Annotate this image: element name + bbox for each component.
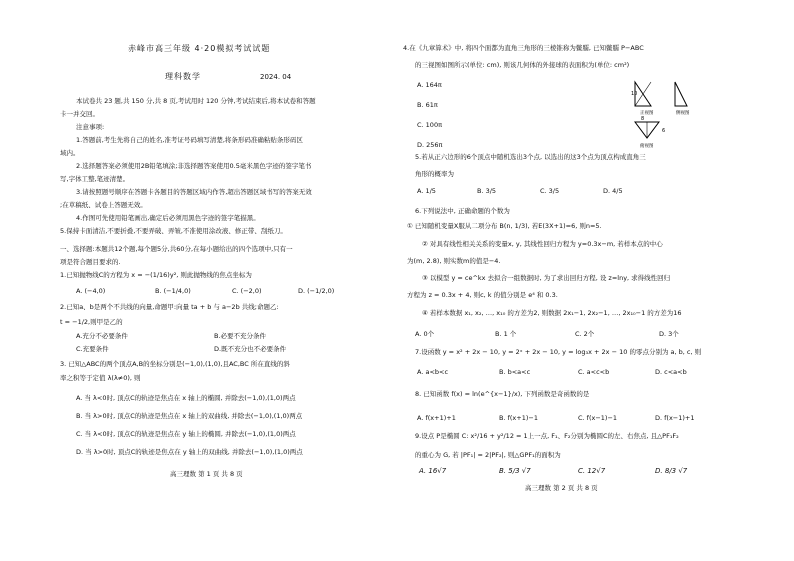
question-2-option-b: B.必要不充分条件: [214, 332, 267, 340]
question-3-option-d: D. 当 λ>0时, 顶点C的轨迹是焦点在 y 轴上的双曲线, 并除去(−1,0),(1,0)两点: [76, 448, 303, 456]
question-7-option-a: A. a<b<c: [417, 368, 449, 376]
question-9-option-b: B. 5/3 √7: [499, 467, 531, 475]
question-6-option-b: B. 1 个: [495, 330, 517, 338]
question-4-option-d: D. 256π: [417, 141, 443, 149]
question-7-option-b: B. b<a<c: [499, 368, 531, 376]
question-4-option-a: A. 164π: [417, 81, 442, 89]
question-9-option-c: C. 12√7: [578, 467, 606, 475]
page-footer-right: 高三理数 第 2 页 共 8 页: [525, 484, 598, 492]
question-5-option-c: C. 3/5: [540, 187, 560, 195]
question-6-option-d: D. 3个: [659, 330, 679, 338]
question-5-stem: 5.若从正六边形的6个顶点中随机选出3个点, 以选出的这3个点为顶点构成直角三: [415, 153, 646, 161]
question-8-option-d: D. f(x−1)+1: [655, 414, 695, 422]
right-page: [397, 0, 794, 561]
exam-date: 2024. 04: [260, 73, 292, 81]
question-7-stem: 7.设函数 y = x² + 2x − 10, y = 2ˣ + 2x − 10, y = log₃x + 2x − 10 的零点分别为 a, b, c, 则: [415, 348, 702, 356]
subject-label: 理科数学: [165, 72, 201, 81]
question-5-option-b: B. 3/5: [477, 187, 497, 195]
view-label: 俯视图: [640, 144, 654, 149]
view-label: 正视图: [640, 111, 654, 116]
exam-title: 赤峰市高三年级 4·20模拟考试试题: [128, 44, 271, 53]
question-6-item: ④ 若样本数据 x₁, x₂, …, x₁₀ 的方差为2, 则数据 2x₁−1, 2x₂−1, …, 2x₁₀−1 的方差为16: [422, 309, 682, 317]
intro-line: 卡一并交回。: [60, 110, 99, 118]
question-2-stem: 2.已知a、b是两个不共线的向量,命题甲:向量 ta + b 与 a−2b 共线;命题乙:: [60, 303, 279, 311]
question-1-option-a: A. (−4,0): [76, 287, 106, 295]
question-6-item: 为(m, 2.8), 则实数m的值是−4.: [407, 257, 501, 265]
intro-line: 本试卷共 23 题,共 150 分,共 8 页,考试用时 120 分钟,考试结束后,将本试卷和答题: [76, 97, 316, 105]
question-7-option-c: C. a<c<b: [578, 368, 610, 376]
question-9-option-a: A. 16√7: [419, 467, 447, 475]
question-8-option-a: A. f(x+1)+1: [417, 414, 456, 422]
question-4-option-b: B. 61π: [417, 101, 438, 109]
question-3-option-c: C. 当 λ<0时, 顶点C的轨迹是焦点在 y 轴上的椭圆, 并除去(−1,0),(1,0)两点: [76, 430, 296, 438]
question-6-item: ① 已知随机变量X服从二项分布 B(n, 1/3), 若E(3X+1)=6, 则n=5.: [407, 222, 602, 230]
question-9-stem: 的重心为 G, 若 |PF₁| = 2|PF₂|, 则△GPF₁的面积为: [415, 451, 561, 459]
intro-line: 域内。: [60, 149, 80, 157]
question-1-option-d: D. (−1/2,0): [298, 287, 335, 295]
question-9-option-d: D. 8/3 √7: [655, 467, 688, 475]
question-2-stem: t = −1/2,则甲是乙的: [60, 318, 123, 326]
intro-line: 写,字体工整,笔迹清楚。: [60, 175, 130, 183]
question-5-stem: 角形的概率为: [415, 170, 454, 178]
question-7-option-d: D. c<a<b: [655, 368, 687, 376]
question-8-option-b: B. f(x+1)−1: [499, 414, 538, 422]
dim-label: 8: [641, 116, 645, 122]
question-5-option-d: D. 4/5: [603, 187, 623, 195]
question-8-stem: 8. 已知函数 f(x) = ln(e^{x−1}/x), 下列函数是奇函数的是: [415, 390, 590, 398]
dim-label: 10: [631, 91, 638, 97]
page-footer-left: 高三理数 第 1 页 共 8 页: [170, 470, 243, 478]
intro-line: 5.保持卡面清洁,不要折叠,不要弄破、弄皱,不准使用涂改液、修正带、刮纸刀。: [60, 227, 287, 235]
question-6-item: ③ 以模型 y = ce^kx 去拟合一组数据时, 为了求出回归方程, 设 z=lny, 求得线性回归: [422, 274, 671, 282]
question-9-stem: 9.设点 P是椭圆 C: x²/16 + y²/12 = 1上一点, F₁、F₂分别为椭圆C的左、右焦点, 且△PF₁F₂: [415, 432, 679, 440]
question-1-option-b: B. (−1/4,0): [155, 287, 191, 295]
notice-heading: 注意事项:: [76, 123, 105, 131]
question-6-stem: 6.下列说法中, 正确命题的个数为: [415, 207, 510, 215]
side-view-triangle: [675, 82, 687, 106]
question-4-stem: 的三视图如图所示(单位: cm), 则该几何体的外接球的表面积为(单位: cm²): [415, 61, 630, 69]
question-1-option-c: C. (−2,0): [232, 287, 262, 295]
intro-line: 3.请按照题号顺序在答题卡各题目的答题区域内作答,超出答题区域书写的答案无效: [76, 188, 312, 196]
question-1-stem: 1.已知抛物线C的方程为 x = −(1/16)y², 则此抛物线的焦点坐标为: [60, 271, 252, 279]
question-6-item: 方程为 z = 0.3x + 4, 则c, k 的值分别是 e⁴ 和 0.3.: [407, 291, 558, 299]
section-heading: 项是符合题目要求的.: [60, 258, 121, 266]
question-3-option-a: A. 当 λ<0时, 顶点C的轨迹是焦点在 x 轴上的椭圆, 并除去(−1,0),(1,0)两点: [76, 394, 296, 402]
section-heading: 一、选择题:本题共12个题,每个题5分,共60分,在每小题给出的四个选项中,只有一: [60, 245, 293, 253]
question-8-option-c: C. f(x−1)−1: [578, 414, 618, 422]
question-3-option-b: B. 当 λ>0时, 顶点C的轨迹是焦点在 x 轴上的双曲线, 并除去(−1,0),(1,0)两点: [76, 412, 303, 420]
question-2-option-c: C.充要条件: [76, 345, 109, 353]
question-6-item: ② 对具有线性相关关系的变量x, y, 其线性回归方程为 y=0.3x−m, 若样本点的中心: [422, 240, 663, 248]
question-2-option-d: D.既不充分也不必要条件: [214, 345, 287, 353]
question-6-option-c: C. 2个: [575, 330, 595, 338]
question-4-stem: 4.在《九章算术》中, 将四个面都为直角三角形的三棱锥称为鳖臑, 已知鳖臑 P−ABC: [403, 44, 644, 52]
question-3-stem: 率之积等于定值 λ(λ≠0), 则: [60, 374, 141, 382]
view-label: 侧视图: [676, 111, 690, 116]
question-4-option-c: C. 100π: [417, 121, 442, 129]
three-view-figure: [629, 76, 709, 150]
question-6-option-a: A. 0个: [415, 330, 435, 338]
intro-line: 4.作图可先使用铅笔画出,确定后必须用黑色字迹的签字笔描黑。: [76, 214, 260, 222]
intro-line: 1.答题前,考生先将自己的姓名,准考证号码填写清楚,将条形码准确粘贴条形码区: [76, 136, 303, 144]
question-2-option-a: A.充分不必要条件: [76, 332, 128, 340]
dim-label: 6: [662, 128, 666, 134]
question-3-stem: 3. 已知△ABC的两个顶点A,B的坐标分别是(−1,0),(1,0),且AC,BC 所在直线的斜: [60, 360, 290, 368]
question-5-option-a: A. 1/5: [417, 187, 436, 195]
intro-line: 2.选择题答案必须使用2B铅笔填涂;非选择题答案使用0.5毫米黑色字迹的签字笔书: [76, 162, 312, 170]
intro-line: ;在草稿纸、试卷上答题无效。: [60, 201, 147, 209]
